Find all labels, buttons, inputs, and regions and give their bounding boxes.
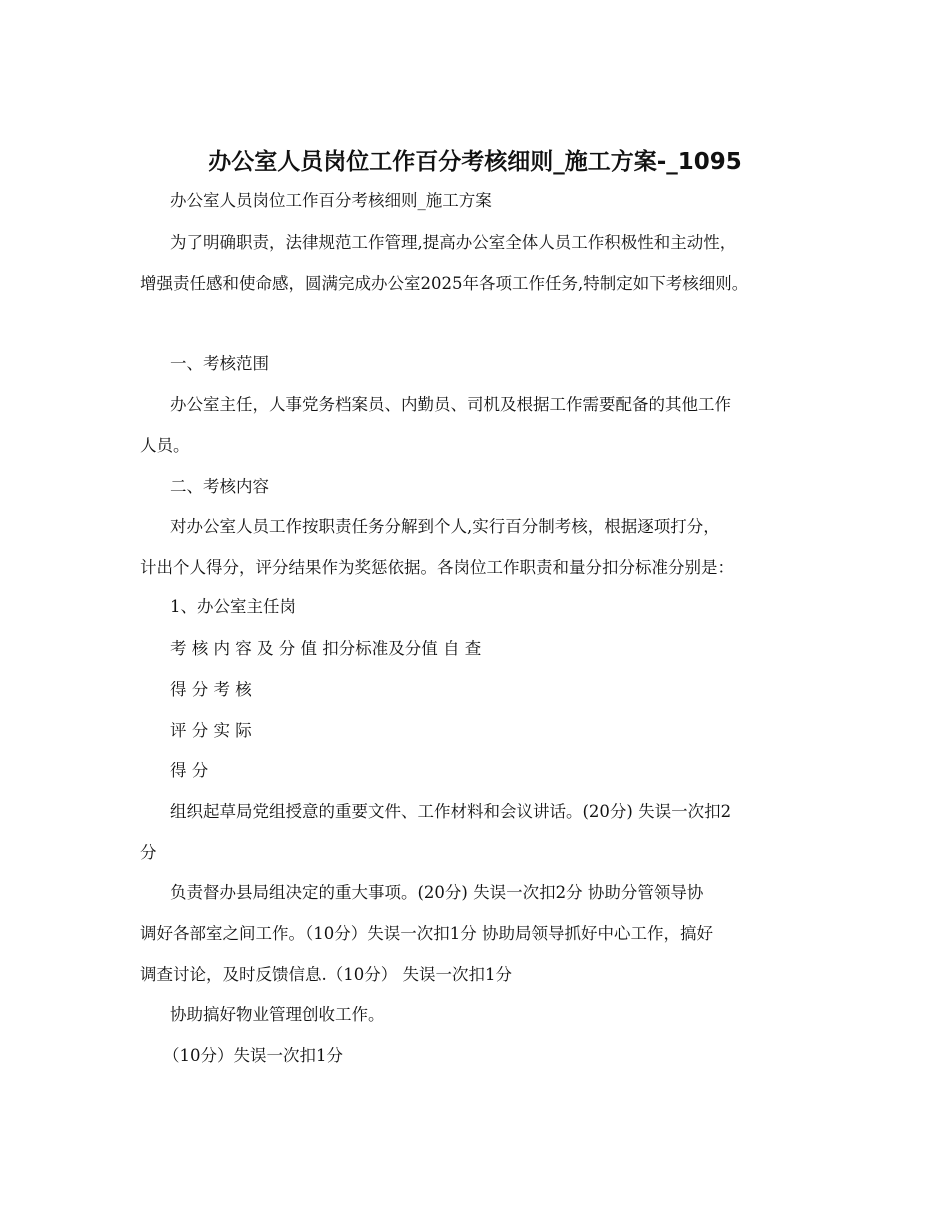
paragraph-line: 分 [140,843,157,862]
paragraph-line: 负责督办县局组决定的重大事项。(20分) 失误一次扣2分 协助分管领导协 [170,883,704,902]
paragraph-line: 组织起草局党组授意的重要文件、工作材料和会议讲话。(20分) 失误一次扣2 [170,802,732,821]
section-heading: 二、考核内容 [170,477,269,496]
table-header-line: 评 分 实 际 [170,721,252,740]
table-header-line: 得 分 考 核 [170,680,252,699]
paragraph-line: 调查讨论，及时反馈信息.（10分） 失误一次扣1分 [140,965,512,984]
table-header-line: 考 核 内 容 及 分 值 扣分标准及分值 自 查 [170,639,482,658]
paragraph-line: 计出个人得分，评分结果作为奖惩依据。各岗位工作职责和量分扣分标准分别是： [140,558,734,577]
paragraph-line: 办公室主任，人事党务档案员、内勤员、司机及根据工作需要配备的其他工作 [170,395,731,414]
section-heading: 一、考核范围 [170,354,269,373]
paragraph-line: （10分）失误一次扣1分 [163,1046,343,1065]
table-header-line: 得 分 [170,761,209,780]
paragraph-line: 对办公室人员工作按职责任务分解到个人,实行百分制考核，根据逐项打分， [170,517,720,536]
document-title: 办公室人员岗位工作百分考核细则_施工方案-_1095 [208,149,742,175]
paragraph-line: 协助搞好物业管理创收工作。 [170,1005,385,1024]
subsection-heading: 1、办公室主任岗 [170,597,296,616]
subtitle: 办公室人员岗位工作百分考核细则_施工方案 [170,191,492,210]
paragraph-line: 增强责任感和使命感，圆满完成办公室2025年各项工作任务,特制定如下考核细则。 [140,274,749,293]
paragraph-line: 人员。 [140,436,190,455]
paragraph-line: 为了明确职责，法律规范工作管理,提高办公室全体人员工作积极性和主动性， [170,233,737,252]
paragraph-line: 调好各部室之间工作。（10分）失误一次扣1分 协助局领导抓好中心工作，搞好 [140,924,713,943]
